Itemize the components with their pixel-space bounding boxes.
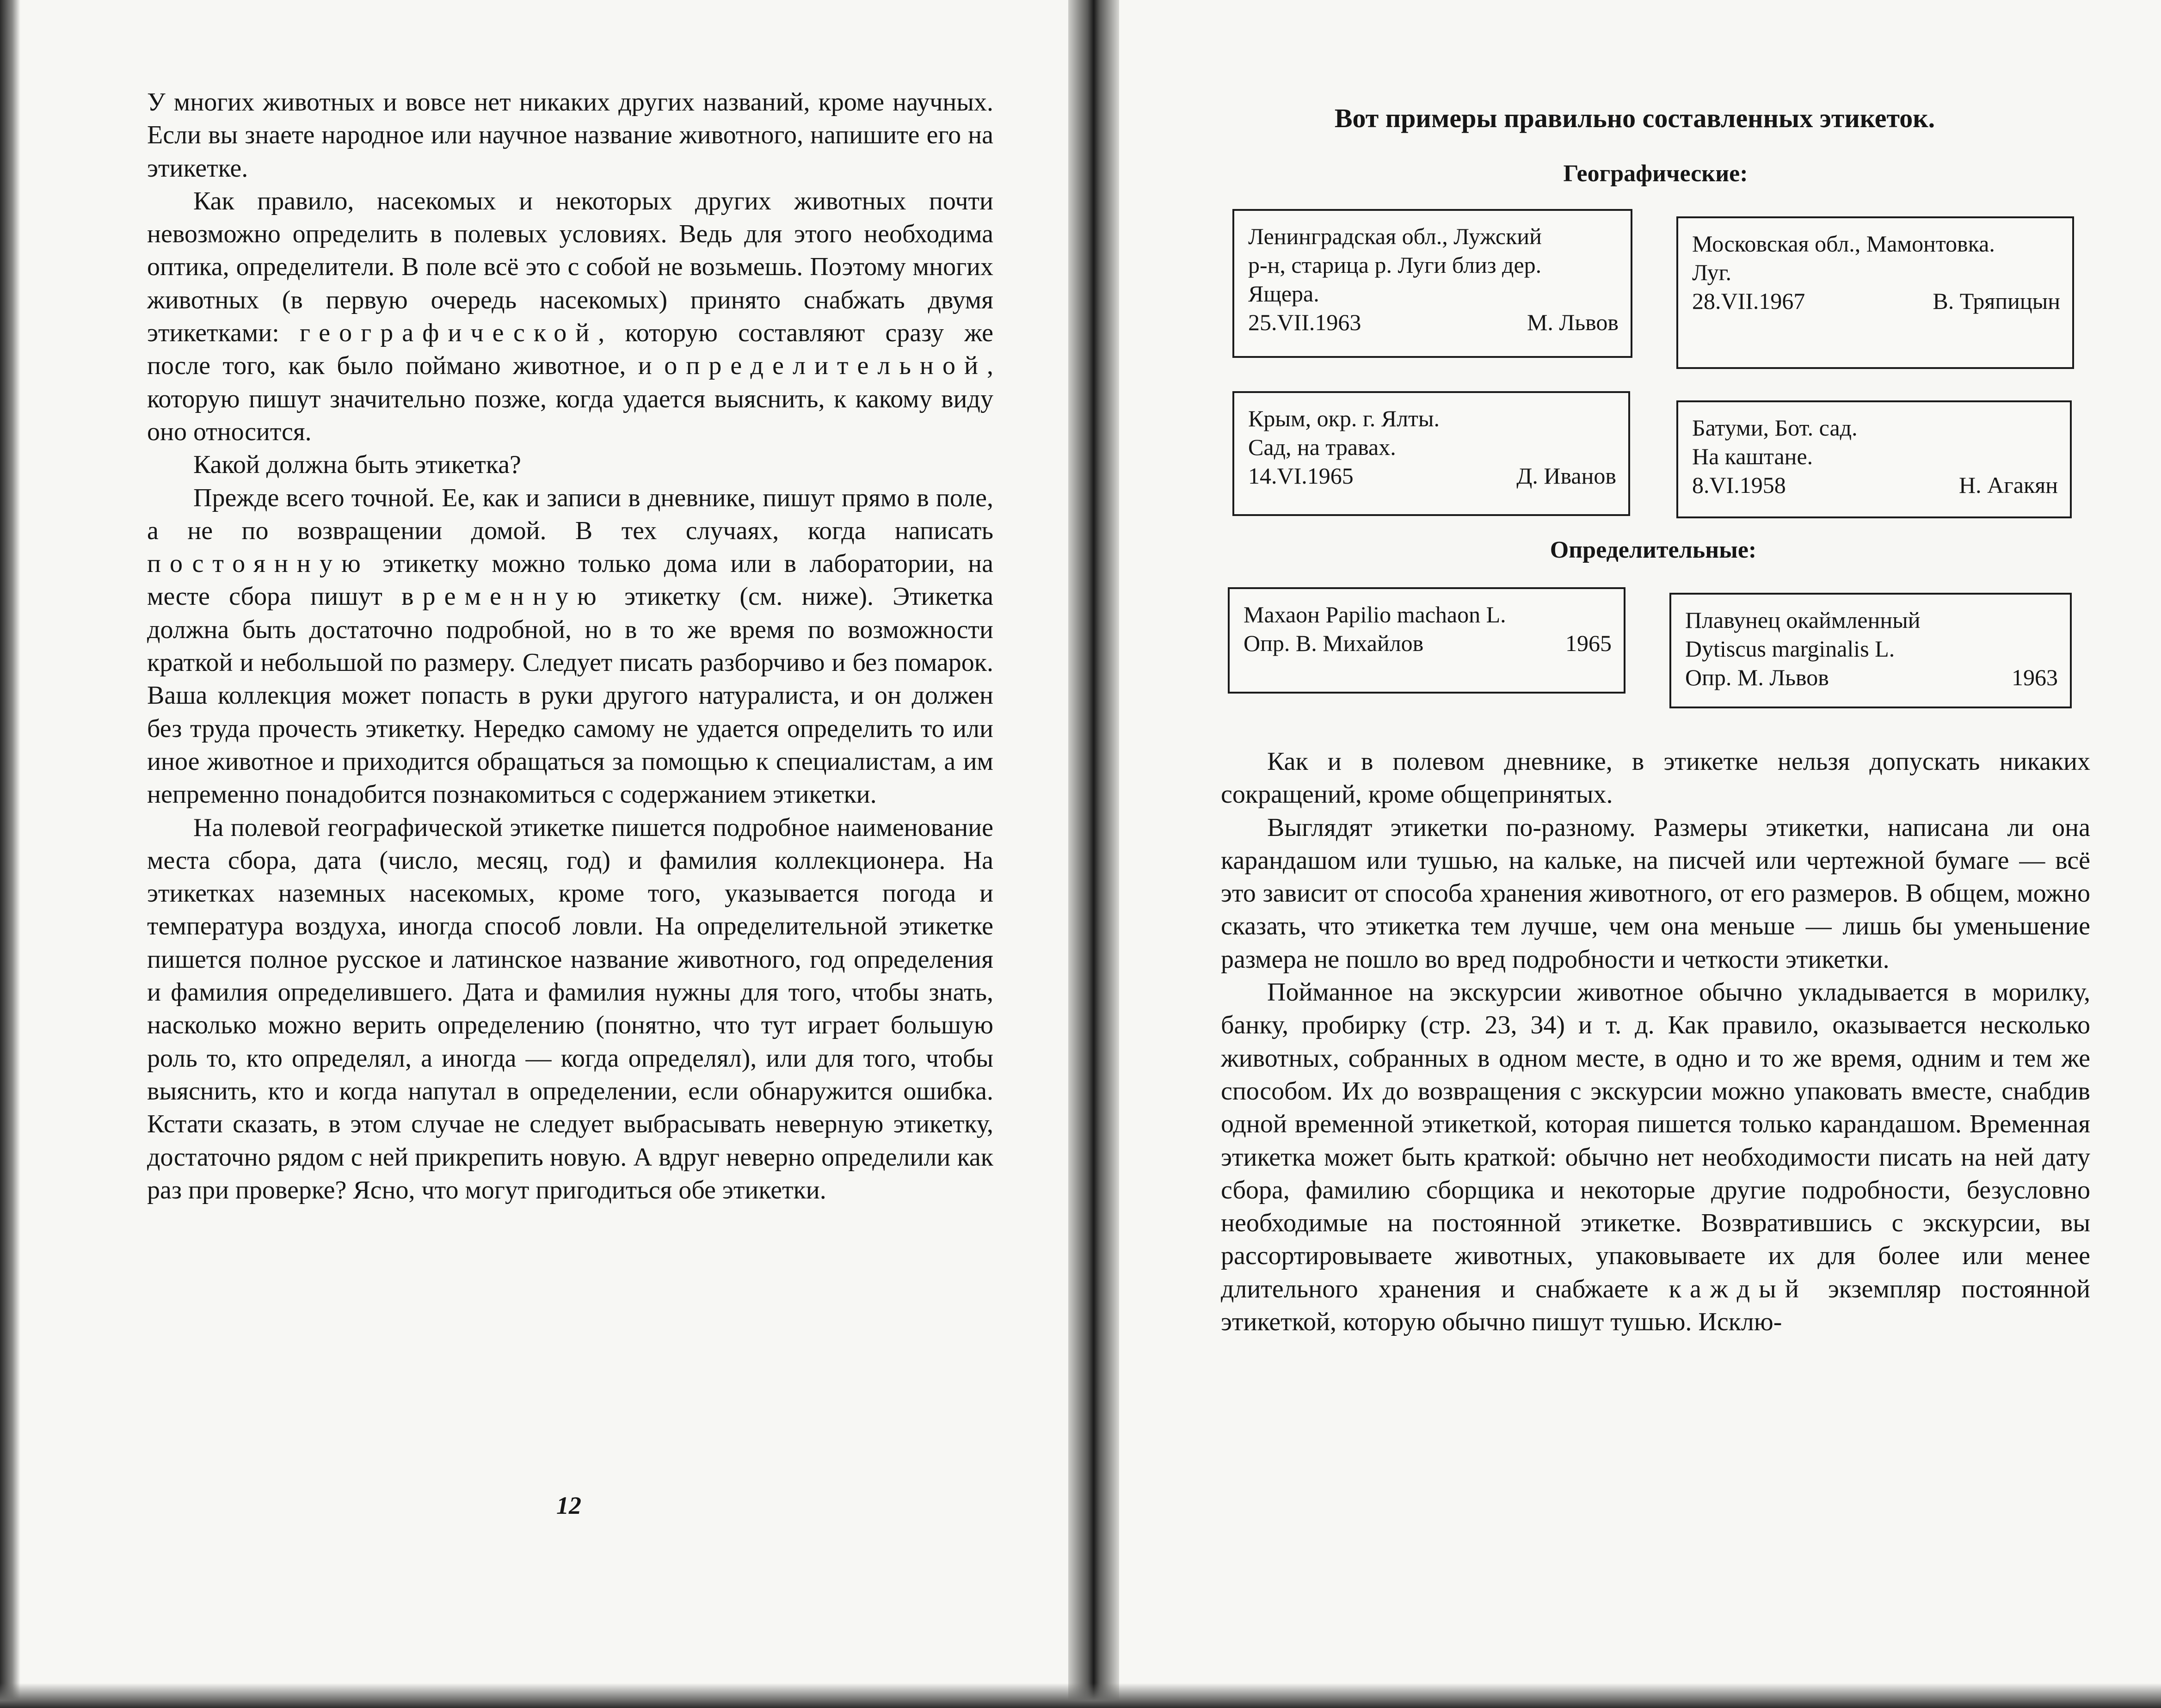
page-number: 12 <box>556 1492 581 1519</box>
geographic-heading: Географические: <box>1563 160 1748 187</box>
left-page-body <box>147 86 993 1207</box>
label-line: Махаон Papilio machaon L. <box>1244 602 1506 627</box>
geographic-label-card <box>1232 391 1630 516</box>
label-line: Московская обл., Мамонтовка. <box>1692 231 1995 257</box>
emphasis: временную <box>401 582 605 611</box>
label-footer <box>1692 287 2060 315</box>
label-collector: Н. Агакян <box>1959 472 2058 498</box>
label-line: р-н, старица р. Луги близ дер. <box>1248 252 1542 278</box>
paragraph: Выглядят этикетки по-разному. Размеры этикетки, написана ли она карандашом или тушью, на кальке, на писчей или чертежной бумаге — всё это зависит от способа хранения животного, от его размеров. В общем, можно сказать, что этикетка тем лучше, чем она меньше — лишь бы уменьшение размера не пошло во вред подробности и четкости этикетки. <box>1221 813 2090 974</box>
geographic-label-card <box>1232 209 1632 358</box>
label-footer <box>1244 629 1612 657</box>
label-date: 14.VI.1965 <box>1248 463 1354 489</box>
book-gutter <box>1068 0 1119 1708</box>
paragraph: Прежде всего точной. Ее, как и записи в дневнике, пишут прямо в поле, а не по возвращении домой. В тех случаях, когда написать постоянную этикетку можно только дома или в лаборатории, на месте сбора пишут временную этикетку (см. ниже). Этикетка должна быть достаточно подробной, но в то же время по возможности краткой и небольшой по размеру. Следует писать разборчиво и без помарок. Ваша коллекция может попасть в руки другого натуралиста, и он должен без труда прочесть этикетку. Нередко самому не удается определить то или иное животное и приходится обращаться за помощью к специалистам, а им непременно понадобится познакомиться с содержанием этикетки. <box>147 483 993 809</box>
scan-bottom-shadow <box>0 1683 2161 1708</box>
label-line: Батуми, Бот. сад. <box>1692 415 1858 441</box>
paragraph: Как правило, насекомых и некоторых других животных почти невозможно определить в полевых условиях. Ведь для этого необходима оптика, определители. В поле всё это с собой не возьмешь. Поэтому многих животных (в первую очередь насекомых) принято снабжать двумя этикетками: географической, которую составляют сразу же после того, как было поймано животное, и определительной, которую пишут значительно позже, когда удается выяснить, к какому виду оно относится. <box>147 186 993 446</box>
determinative-label-card <box>1228 587 1625 694</box>
left-page <box>0 0 1077 1708</box>
emphasis: географической <box>299 319 598 348</box>
label-line: Ящера. <box>1248 281 1319 307</box>
label-line: Крым, окр. г. Ялты. <box>1248 405 1440 431</box>
label-collector: Д. Иванов <box>1516 463 1616 489</box>
label-date: 28.VII.1967 <box>1692 288 1805 314</box>
paragraph: Какой должна быть этикетка? <box>193 450 521 479</box>
label-line: Луг. <box>1692 259 1732 285</box>
determinative-label-card <box>1669 593 2072 708</box>
paragraph: Пойманное на экскурсии животное обычно укладывается в морилку, банку, пробирку (стр. 23, 34) и т. д. Как правило, оказывается несколько животных, собранных в одном месте, в одно и то же время, одним и тем же способом. Их до возвращения с экскурсии можно упаковать вместе, снабдив одной временной этикеткой, которая пишется только карандашом. Временная этикетка может быть краткой: обычно нет необходимости писать на ней дату сбора, фамилию сборщика и некоторые другие подробности, безусловно необходимые на постоянной этикетке. Возвратившись с экскурсии, вы рассортировываете животных, упаковываете их для более или менее длительного хранения и снабжаете каждый экземпляр постоянной этикеткой, которую обычно пишут тушью. Исклю- <box>1221 978 2090 1337</box>
label-collector: В. Тряпицын <box>1933 288 2060 314</box>
geographic-label-card <box>1676 400 2072 518</box>
scan-edge-shadow <box>0 0 20 1708</box>
paragraph: Как и в полевом дневнике, в этикетке нельзя допускать никаких сокращений, кроме общепринятых. <box>1221 747 2090 809</box>
label-determiner: Опр. М. Львов <box>1685 664 1829 690</box>
label-footer <box>1248 308 1619 337</box>
label-line: На каштане. <box>1692 443 1813 469</box>
label-line: Плавунец окаймленный <box>1685 607 1921 633</box>
label-footer <box>1685 663 2058 692</box>
emphasis: каждый <box>1668 1274 1808 1303</box>
examples-title: Вот примеры правильно составленных этикеток. <box>1334 103 1935 133</box>
label-line: Ленинградская обл., Лужский <box>1248 223 1542 249</box>
emphasis: определительной <box>664 351 987 381</box>
label-line: Сад, на травах. <box>1248 434 1396 460</box>
label-footer <box>1692 471 2058 499</box>
label-collector: М. Львов <box>1527 309 1619 335</box>
label-date: 25.VII.1963 <box>1248 309 1361 335</box>
label-footer <box>1248 461 1616 490</box>
label-year: 1965 <box>1565 630 1612 656</box>
label-determiner: Опр. В. Михайлов <box>1244 630 1424 656</box>
geographic-label-card <box>1676 216 2074 369</box>
determinative-heading: Определительные: <box>1550 537 1757 563</box>
emphasis: постоянную <box>147 549 369 578</box>
label-year: 1963 <box>2012 664 2058 690</box>
paragraph: На полевой географической этикетке пишется подробное наименование места сбора, дата (число, месяц, год) и фамилия коллекционера. На этикетках наземных насекомых, кроме того, указывается погода и температура воздуха, иногда способ ловли. На определительной этикетке пишется полное русское и латинское название животного, год определения и фамилия определившего. Дата и фамилия нужны для того, чтобы знать, насколько можно верить определению (понятно, что тут играет большую роль то, кто определял, а иногда — когда определял), или для того, чтобы выяснить, кто и когда напутал в определении, если обнаружится ошибка. Кстати сказать, в этом случае не следует выбрасывать неверную этикетку, достаточно рядом с ней прикрепить новую. А вдруг неверно определили как раз при проверке? Ясно, что могут пригодиться обе этикетки. <box>147 813 993 1204</box>
label-line: Dytiscus marginalis L. <box>1685 636 1895 662</box>
label-date: 8.VI.1958 <box>1692 472 1786 498</box>
right-page-body <box>1221 745 2090 1339</box>
paragraph: У многих животных и вовсе нет никаких других названий, кроме научных. Если вы знаете народное или научное название животного, напишите его на этикетке. <box>147 88 993 183</box>
